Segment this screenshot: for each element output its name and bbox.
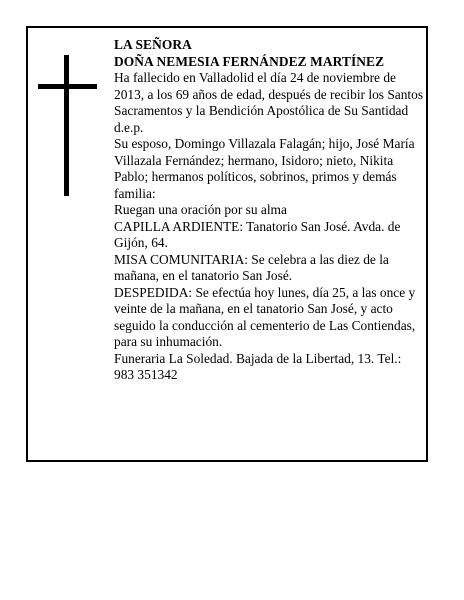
heading-title: LA SEÑORA [114,37,192,52]
chapel-info: CAPILLA ARDIENTE: Tanatorio San José. Avda. de Gijón, 64. [114,218,401,250]
mass-info: MISA COMUNITARIA: Se celebra a las diez de la mañana, en el tanatorio San José. [114,251,389,283]
deceased-name: DOÑA NEMESIA FERNÁNDEZ MARTÍNEZ [114,53,385,69]
farewell-info: DESPEDIDA: Se efectúa hoy lunes, día 25, a las once y veinte de la mañana, en el tanatorio San José, y acto seguido la conducción al cementerio de Las Contiendas, para su inhumación. [114,284,416,349]
cross-icon-bar [38,84,97,89]
funeral-home-info: Funeraria La Soledad. Bajada de la Libertad, 13. Tel.: 983 351342 [114,350,402,382]
prayer-request: Ruegan una oración por su alma [114,202,287,217]
obituary-notice [114,37,424,384]
family-list: Su esposo, Domingo Villazala Falagán; hijo, José María Villazala Fernández; hermano, Isidoro; nieto, Nikita Pablo; hermanos políticos, sobrinos, primos y demás familia: [114,136,415,201]
rip-text: d.e.p. [114,119,144,135]
cross-icon [64,55,69,196]
death-announcement: Ha fallecido en Valladolid el día 24 de noviembre de 2013, a los 69 años de edad, después de recibir los Santos Sacramentos y la Bendición Apostólica de Su Santidad [114,70,424,118]
